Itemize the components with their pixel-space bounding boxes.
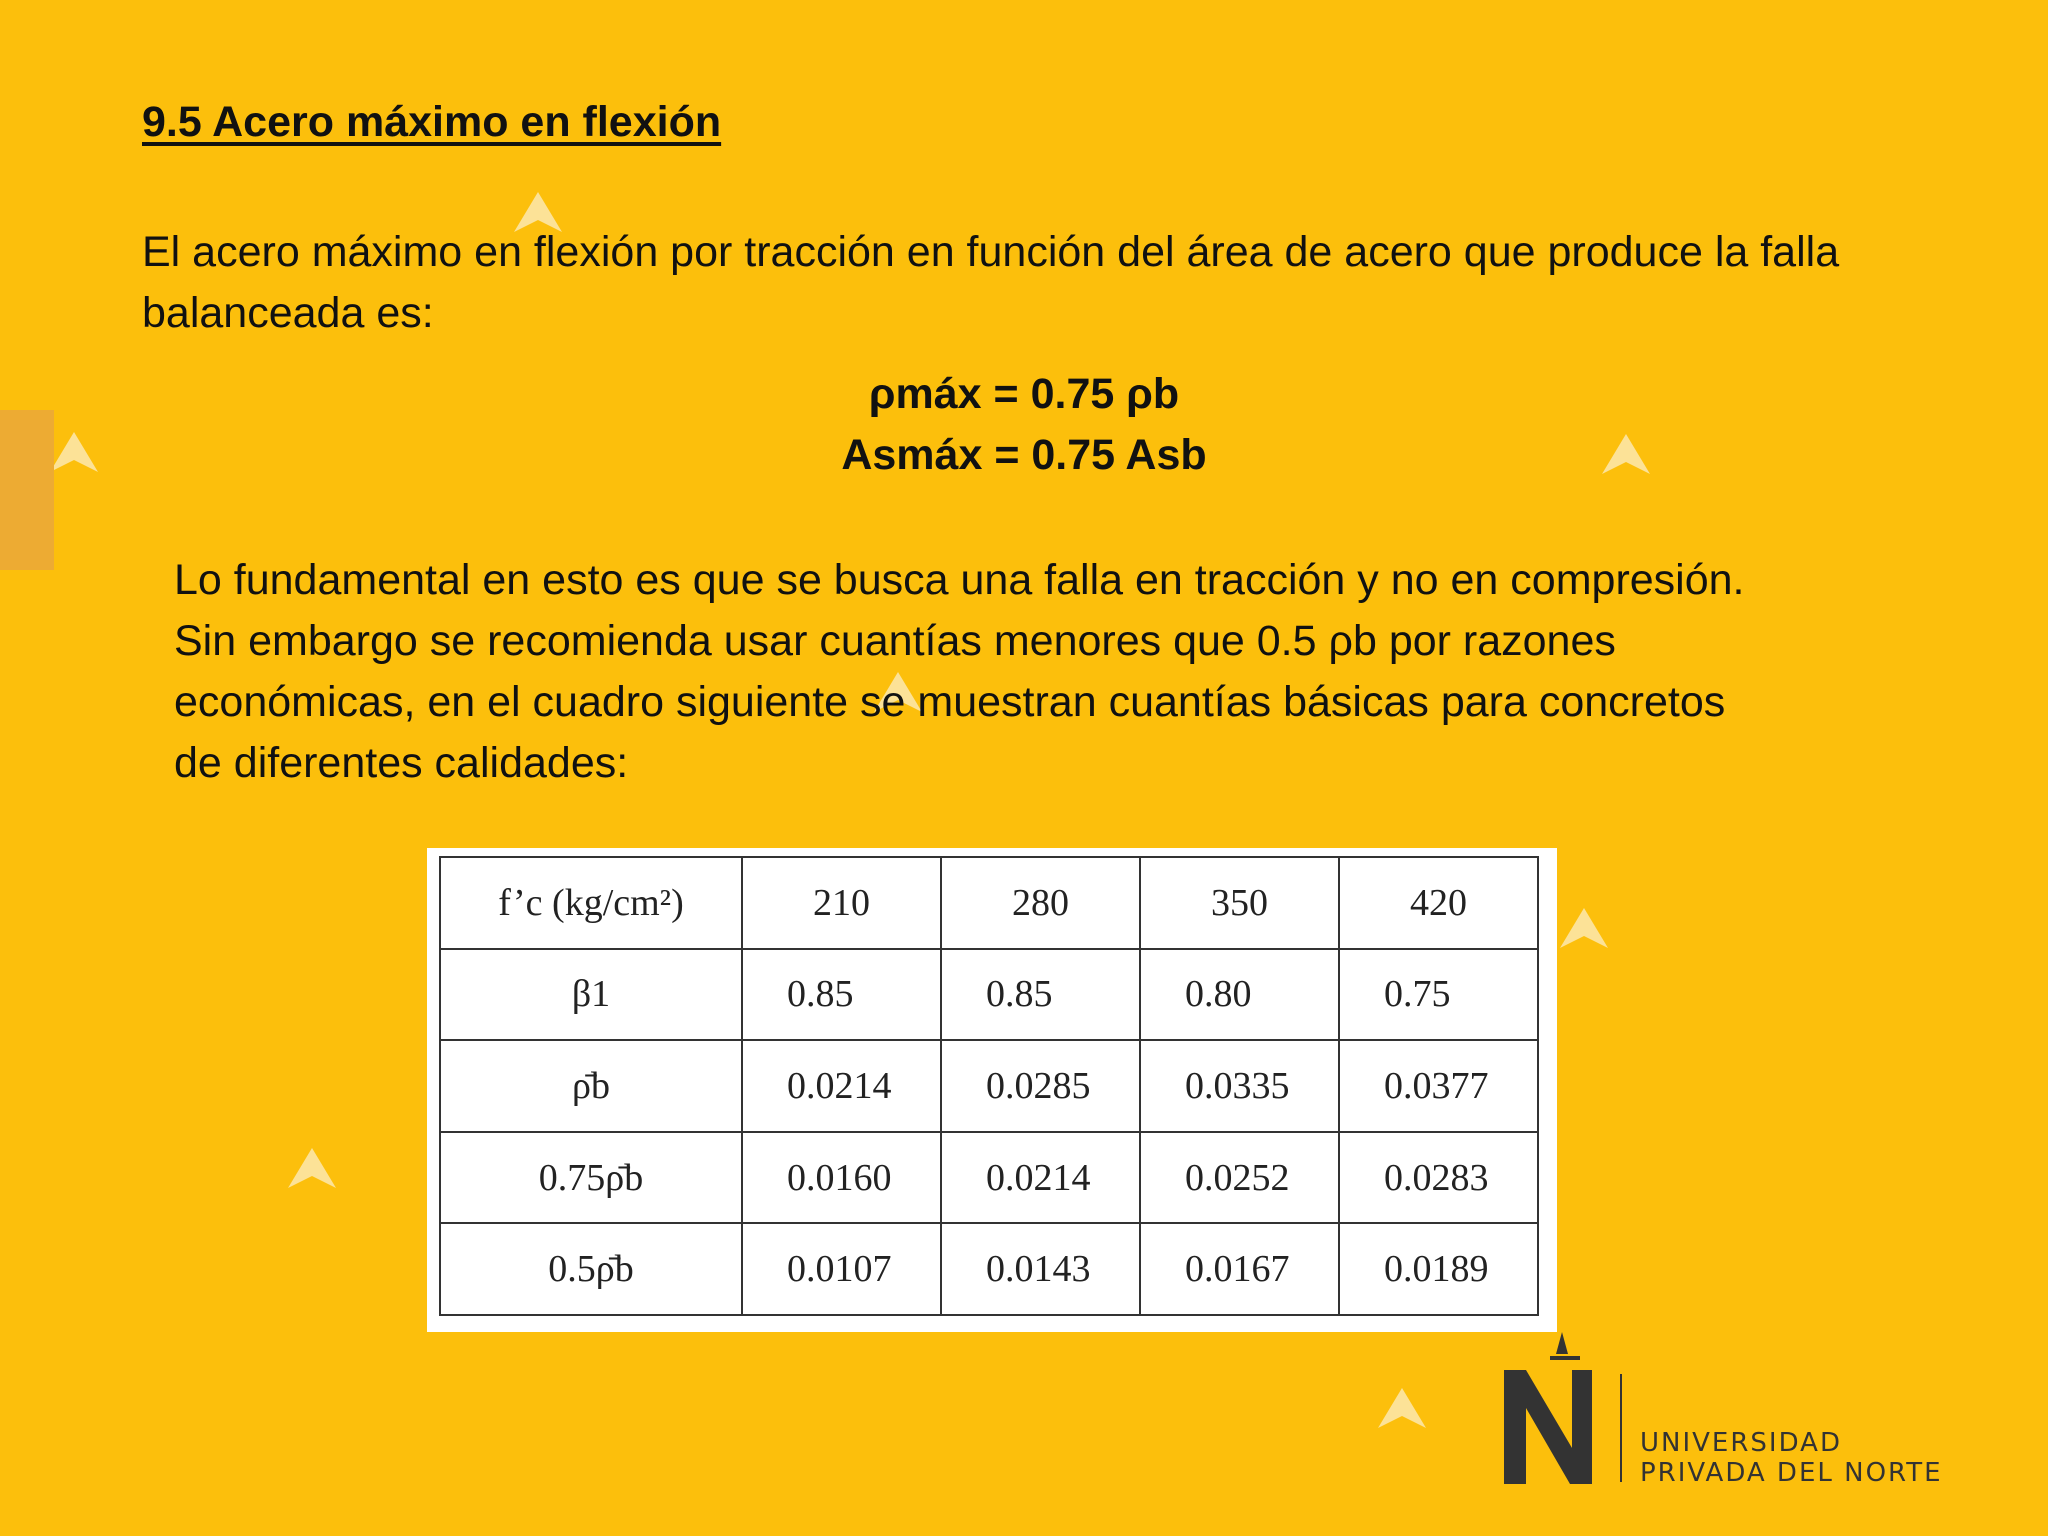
table-cell: 0.85 — [742, 949, 941, 1041]
table-header-cell: 350 — [1140, 857, 1339, 949]
table-header-cell: 210 — [742, 857, 941, 949]
university-logo — [1496, 1330, 2016, 1490]
body-paragraph — [174, 550, 1934, 794]
table-image — [427, 848, 1557, 1332]
table-cell: 0.0107 — [742, 1223, 941, 1315]
table-row — [440, 1223, 1538, 1315]
row-label: β1 — [440, 949, 742, 1041]
table-row — [440, 949, 1538, 1041]
table-row — [440, 1132, 1538, 1224]
table-cell: 0.0143 — [941, 1223, 1140, 1315]
slide-title: 9.5 Acero máximo en flexión — [142, 98, 722, 146]
formula-as-max: Asmáx = 0.75 Asb — [841, 431, 1207, 479]
table-cell: 0.80 — [1140, 949, 1339, 1041]
quantity-table — [439, 856, 1539, 1316]
logo-divider — [1620, 1374, 1622, 1482]
formula-rho-max: ρmáx = 0.75 ρb — [868, 370, 1180, 418]
arrow-up-icon — [1558, 906, 1610, 950]
body-line: económicas, en el cuadro siguiente se muestran cuantías básicas para concretos — [174, 678, 1726, 726]
row-label: ρ̄b — [440, 1040, 742, 1132]
table-cell: 0.0214 — [742, 1040, 941, 1132]
logo-line-2: PRIVADA DEL NORTE — [1640, 1458, 1943, 1488]
table-cell: 0.0285 — [941, 1040, 1140, 1132]
body-line: de diferentes calidades: — [174, 739, 629, 787]
table-cell: 0.0189 — [1339, 1223, 1538, 1315]
arrow-up-icon — [286, 1146, 338, 1190]
table-cell: 0.0214 — [941, 1132, 1140, 1224]
body-line: Lo fundamental en esto es que se busca una falla en tracción y no en compresión. — [174, 556, 1745, 604]
table-header-cell: 420 — [1339, 857, 1538, 949]
table-cell: 0.75 — [1339, 949, 1538, 1041]
logo-n-icon — [1496, 1330, 1606, 1490]
table-header-cell: f’c (kg/cm²) — [440, 857, 742, 949]
table-header-row — [440, 857, 1538, 949]
table-cell: 0.0335 — [1140, 1040, 1339, 1132]
table-cell: 0.0167 — [1140, 1223, 1339, 1315]
row-label: 0.75ρ̄b — [440, 1132, 742, 1224]
intro-paragraph: El acero máximo en flexión por tracción en función del área de acero que produce la falla balanceada es: — [142, 228, 1840, 337]
body-line: Sin embargo se recomienda usar cuantías menores que 0.5 ρb por razones — [174, 617, 1616, 665]
table-row — [440, 1040, 1538, 1132]
table-cell: 0.0377 — [1339, 1040, 1538, 1132]
logo-line-1: UNIVERSIDAD — [1640, 1428, 1842, 1458]
table-cell: 0.0160 — [742, 1132, 941, 1224]
table-cell: 0.0283 — [1339, 1132, 1538, 1224]
table-cell: 0.0252 — [1140, 1132, 1339, 1224]
logo-text — [1640, 1428, 1943, 1488]
table-cell: 0.85 — [941, 949, 1140, 1041]
arrow-up-icon — [1376, 1386, 1428, 1430]
table-header-cell: 280 — [941, 857, 1140, 949]
row-label: 0.5ρ̄b — [440, 1223, 742, 1315]
